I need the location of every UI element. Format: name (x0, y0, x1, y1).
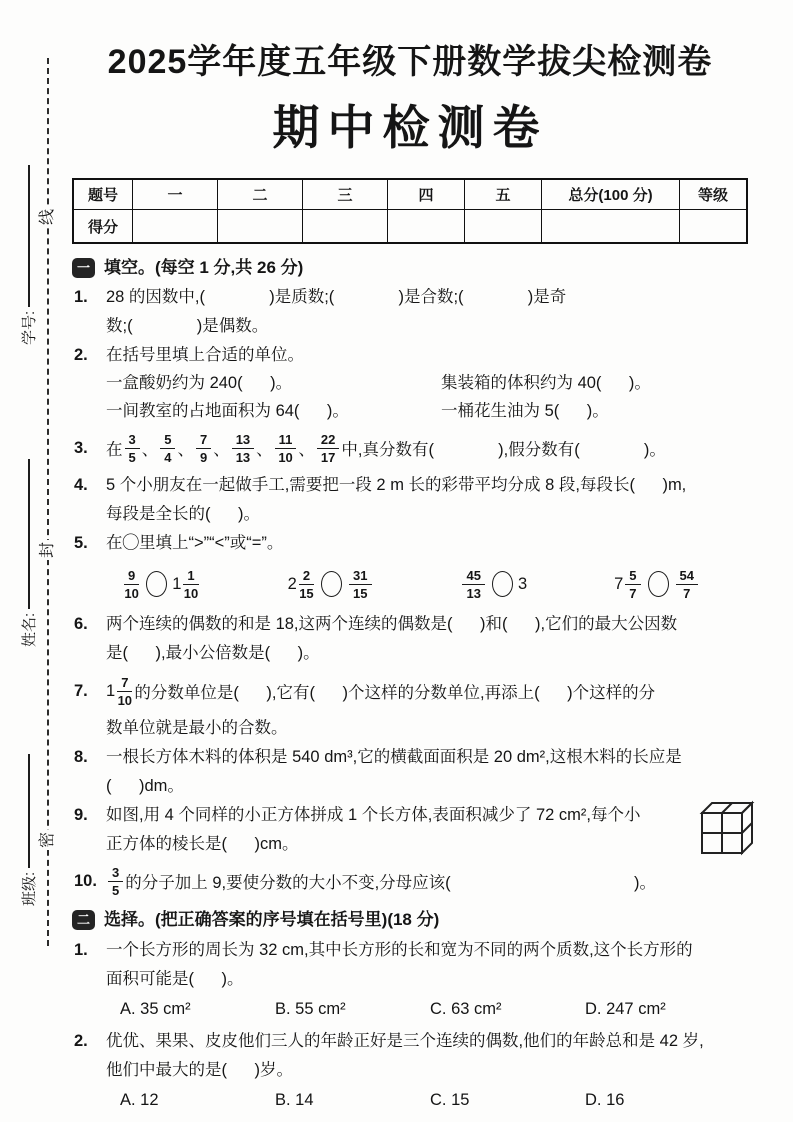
fraction: $\frac{13}{13}$ (232, 433, 254, 464)
fraction: $\frac{5}{7}$ (625, 569, 640, 600)
score-row-label: 得分 (73, 210, 133, 244)
question-text: 在◯里填上“>”“<”或“=”。 (106, 534, 284, 552)
question-text: 一间教室的占地面积为 64( )。 (106, 402, 349, 420)
question-10 (74, 859, 748, 903)
option-d: D. 16 (585, 1091, 625, 1109)
section1-header (72, 253, 748, 283)
question-text: 优优、果果、皮皮他们三人的年龄正好是三个连续的偶数,他们的年龄总和是 42 岁, (106, 1032, 704, 1050)
option-a: A. 12 (120, 1091, 159, 1109)
score-col-5: 五 (465, 179, 542, 210)
option-c: C. 15 (430, 1091, 470, 1109)
score-table (72, 178, 748, 244)
question-text: 28 的因数中,( )是质数;( )是合数;( )是奇 (106, 288, 567, 306)
comparison-item (122, 569, 201, 600)
comparison-item (614, 569, 700, 600)
question-text: 在括号里填上合适的单位。 (106, 346, 304, 364)
fraction: $\frac{7}{9}$ (196, 433, 211, 464)
question-8 (74, 743, 748, 801)
seal-char-xian: 线 (37, 207, 59, 227)
score-table-score-row (73, 210, 747, 244)
fraction: $\frac{22}{17}$ (317, 433, 339, 464)
question-text: 一个长方形的周长为 32 cm,其中长方形的长和宽为不同的两个质数,这个长方形的 (106, 941, 693, 959)
question-text: 一根长方体木料的体积是 540 dm³,它的横截面面积是 20 dm²,这根木料的长应是 (106, 748, 682, 766)
fraction: $\frac{9}{10}$ (124, 567, 139, 601)
student-id-label: 学号: (20, 310, 38, 345)
comparison-circle (321, 571, 342, 597)
question-number: 9. (74, 806, 88, 824)
score-col-grade: 等级 (680, 179, 748, 210)
seal-char-mi: 密 (37, 830, 59, 850)
student-id-blank (27, 165, 30, 307)
fraction: $\frac{31}{15}$ (349, 569, 371, 600)
question-text: 如图,用 4 个同样的小正方体拼成 1 个长方体,表面积减少了 72 cm²,每个小 (106, 806, 641, 824)
score-cell (680, 210, 748, 244)
cuboid-diagram-icon (698, 797, 758, 857)
question-number: 1. (74, 288, 88, 306)
score-cell (388, 210, 465, 244)
question-number: 2. (74, 1032, 88, 1050)
fraction: $\frac{7}{10}$ (117, 674, 133, 708)
question-1 (74, 283, 748, 341)
section1-badge-icon: 一 (72, 258, 95, 278)
comparison-circle (492, 571, 513, 597)
paper-title: 2025学年度五年级下册数学拔尖检测卷 (107, 43, 713, 81)
question-number: 4. (74, 476, 88, 494)
question-text: 集装箱的体积约为 40( )。 (441, 374, 651, 392)
fraction: $\frac{2}{15}$ (299, 567, 314, 601)
score-col-2: 二 (218, 179, 303, 210)
question-text: 是( ),最小公倍数是( )。 (106, 644, 320, 662)
option-d: D. 247 cm² (585, 1000, 666, 1018)
comparison-item (460, 569, 527, 600)
section1-title: 填空。(每空 1 分,共 26 分) (104, 258, 304, 277)
choice-question-2 (74, 1027, 748, 1115)
question-number: 8. (74, 748, 88, 766)
student-name-blank (27, 459, 30, 609)
question-number: 7. (74, 681, 88, 700)
question-text: 在 (106, 441, 123, 459)
comparison-circle (648, 571, 669, 597)
class-blank (27, 754, 30, 868)
question-text: ( )dm。 (106, 777, 184, 795)
fraction: $\frac{3}{5}$ (108, 866, 123, 897)
question-text: 中,真分数有( ),假分数有( )。 (341, 441, 666, 459)
question-3: 3. 在 $\frac{3}{5}$ 、 $\frac{5}{4}$ 、 $\frac{7}{9}$ 、 $\frac{13}{13}$ 、 $\frac{11}{10}$ 、 $\frac{22}{17}$ 中,真分数有( ),假分数有( )。 (74, 431, 666, 465)
student-id-field (17, 139, 39, 345)
score-cell (303, 210, 388, 244)
fraction: $\frac{1}{10}$ (183, 567, 199, 601)
whole-number: 7 (614, 574, 624, 593)
comparison-row (106, 558, 748, 610)
score-col-1: 一 (133, 179, 218, 210)
fraction: $\frac{11}{10}$ (275, 433, 297, 464)
question-number: 1. (74, 941, 88, 959)
question-4 (74, 471, 748, 529)
choice-question-1 (74, 936, 748, 1024)
option-b: B. 14 (275, 1091, 314, 1109)
class-field (17, 728, 39, 906)
question-text: 5 个小朋友在一起做手工,需要把一段 2 m 长的彩带平均分成 8 段,每段长( )m, (106, 476, 687, 494)
questions-body (72, 253, 748, 1115)
whole-number: 2 (287, 574, 297, 593)
section2-header (72, 903, 748, 936)
comparison-circle (146, 571, 167, 597)
options-row (106, 994, 748, 1024)
comparison-item (288, 569, 374, 600)
option-b: B. 55 cm² (275, 1000, 346, 1018)
question-number: 6. (74, 615, 88, 633)
student-name-label: 姓名: (20, 612, 38, 647)
score-table-header-row (73, 179, 747, 210)
seal-char-feng: 封 (37, 540, 59, 560)
question-6 (74, 610, 748, 668)
fraction: $\frac{45}{13}$ (462, 569, 484, 600)
question-text: 面积可能是( )。 (106, 970, 244, 988)
whole-number: 1 (106, 681, 116, 700)
fraction: $\frac{54}{7}$ (676, 569, 698, 600)
score-cell (218, 210, 303, 244)
question-text: 一桶花生油为 5( )。 (441, 402, 609, 420)
question-number: 3. (74, 438, 88, 457)
score-col-4: 四 (388, 179, 465, 210)
class-label: 班级: (20, 871, 38, 906)
score-col-total: 总分(100 分) (542, 179, 680, 210)
seal-dashed-line (47, 58, 49, 946)
fraction: $\frac{5}{4}$ (160, 433, 175, 464)
score-cell (133, 210, 218, 244)
question-text: 两个连续的偶数的和是 18,这两个连续的偶数是( )和( ),它们的最大公因数 (106, 615, 678, 633)
option-a: A. 35 cm² (120, 1000, 191, 1018)
student-name-field (17, 433, 39, 647)
question-text: 数;( )是偶数。 (106, 317, 269, 335)
section2-title: 选择。(把正确答案的序号填在括号里)(18 分) (104, 910, 440, 929)
section2-badge-icon: 二 (72, 910, 95, 930)
page-title: 期中检测卷 (272, 101, 548, 154)
whole-number: 1 (172, 574, 182, 593)
question-text: 每段是全长的( )。 (106, 505, 260, 523)
options-row (106, 1085, 748, 1115)
question-number: 5. (74, 534, 88, 552)
main-column (72, 34, 748, 1115)
question-text: 一盒酸奶约为 240( )。 (106, 374, 293, 392)
question-text: 数单位就是最小的合数。 (106, 719, 288, 737)
question-text: 的分数单位是( ),它有( )个这样的分数单位,再添上( )个这样的分 (134, 684, 656, 702)
score-table-corner: 题号 (73, 179, 133, 210)
question-9 (74, 801, 748, 859)
question-text: 的分子加上 9,要使分数的大小不变,分母应该( )。 (125, 874, 657, 892)
question-5 (74, 529, 748, 610)
question-number: 2. (74, 346, 88, 364)
score-cell (465, 210, 542, 244)
question-7 (74, 668, 748, 743)
score-cell (542, 210, 680, 244)
question-number: 10. (74, 871, 97, 890)
question-2 (74, 341, 748, 425)
score-col-3: 三 (303, 179, 388, 210)
fraction: $\frac{3}{5}$ (125, 433, 140, 464)
question-text: 他们中最大的是( )岁。 (106, 1061, 293, 1079)
whole-number: 3 (517, 574, 528, 593)
question-text: 正方体的棱长是( )cm。 (106, 835, 299, 853)
option-c: C. 63 cm² (430, 1000, 502, 1018)
